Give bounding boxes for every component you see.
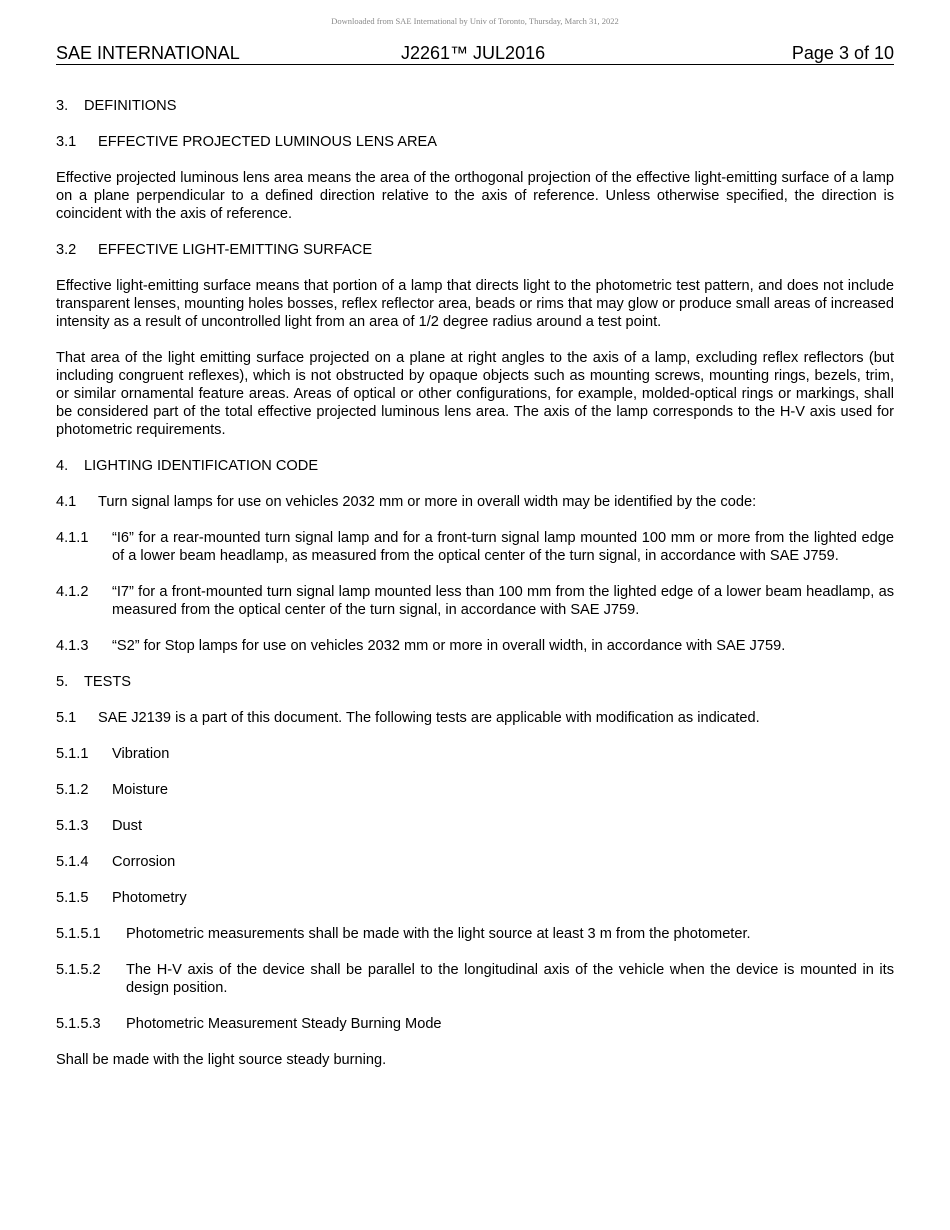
section-5-1-2: 5.1.2 Moisture [56,782,168,798]
section-5-1-3: 5.1.3 Dust [56,818,143,834]
page-header [56,43,894,65]
section-3-1-paragraph: Effective projected luminous lens area means the area of the orthogonal projection of the effective light-emitting surface of a lamp on a plane perpendicular to a defined direction relative to the axis of reference. Unless otherwise specified, the direction is coincident with the axis of reference. [56,170,894,222]
section-3-2-paragraph-2: That area of the light emitting surface projected on a plane at right angles to the axis of a lamp, excluding reflex reflectors (but including congruent reflexes), which is not obstructed by opaque objects such as mounting screws, mounting rings, bezels, trim, or similar ornamental feature areas. Areas of optical or other configurations, for example, molded-optical rings or markings, shall be considered part of the total effective projected luminous lens area. The axis of the lamp corresponds to the H-V axis used for photometric requirements. [56,350,894,438]
section-5-heading: 5. TESTS [56,674,132,690]
section-3-1-heading: 3.1 EFFECTIVE PROJECTED LUMINOUS LENS AREA [56,134,437,150]
final-paragraph: Shall be made with the light source steady burning. [56,1052,387,1068]
header-doc-id: J2261™ JUL2016 [401,43,546,63]
section-5-1-5-2: 5.1.5.2 The H-V axis of the device shall be parallel to the longitudinal axis of the vehicle when the device is mounted in its design position. [56,962,894,996]
section-4-1-1: 4.1.1 “I6” for a rear-mounted turn signal lamp and for a front-turn signal lamp mounted 100 mm or more from the lighted edge of a lower beam headlamp, as measured from the optical center of the turn signal, in accordance with SAE J759. [56,530,894,564]
section-3-2-heading: 3.2 EFFECTIVE LIGHT-EMITTING SURFACE [56,242,373,258]
section-4-1-2: 4.1.2 “I7” for a front-mounted turn signal lamp mounted less than 100 mm from the lighted edge of a lower beam headlamp, as measured from the optical center of the turn signal, in accordance with SAE J759. [56,584,894,618]
section-5-1-5: 5.1.5 Photometry [56,890,187,906]
section-4-heading: 4. LIGHTING IDENTIFICATION CODE [56,458,319,474]
header-org: SAE INTERNATIONAL [56,43,240,63]
header-page-number: Page 3 of 10 [791,43,894,63]
section-4-1-3: 4.1.3 “S2” for Stop lamps for use on vehicles 2032 mm or more in overall width, in accordance with SAE J759. [56,638,786,654]
section-5-1: 5.1 SAE J2139 is a part of this document. The following tests are applicable with modification as indicated. [56,710,760,726]
section-3-heading: 3. DEFINITIONS [56,98,177,114]
document-body [56,97,894,1087]
download-watermark: Downloaded from SAE International by Univ of Toronto, Thursday, March 31, 2022 [331,16,619,26]
section-4-1: 4.1 Turn signal lamps for use on vehicles 2032 mm or more in overall width may be identified by the code: [56,494,757,510]
section-5-1-5-1: 5.1.5.1 Photometric measurements shall be made with the light source at least 3 m from the photometer. [56,926,751,942]
section-5-1-5-3: 5.1.5.3 Photometric Measurement Steady Burning Mode [56,1016,442,1032]
section-5-1-1: 5.1.1 Vibration [56,746,170,762]
section-3-2-paragraph-1: Effective light-emitting surface means that portion of a lamp that directs light to the photometric test pattern, and does not include transparent lenses, mounting holes bosses, reflex reflector area, beads or rims that may glow or produce small areas of increased intensity as a result of uncontrolled light from an area of 1/2 degree radius around a test point. [56,278,894,330]
section-5-1-4: 5.1.4 Corrosion [56,854,176,870]
